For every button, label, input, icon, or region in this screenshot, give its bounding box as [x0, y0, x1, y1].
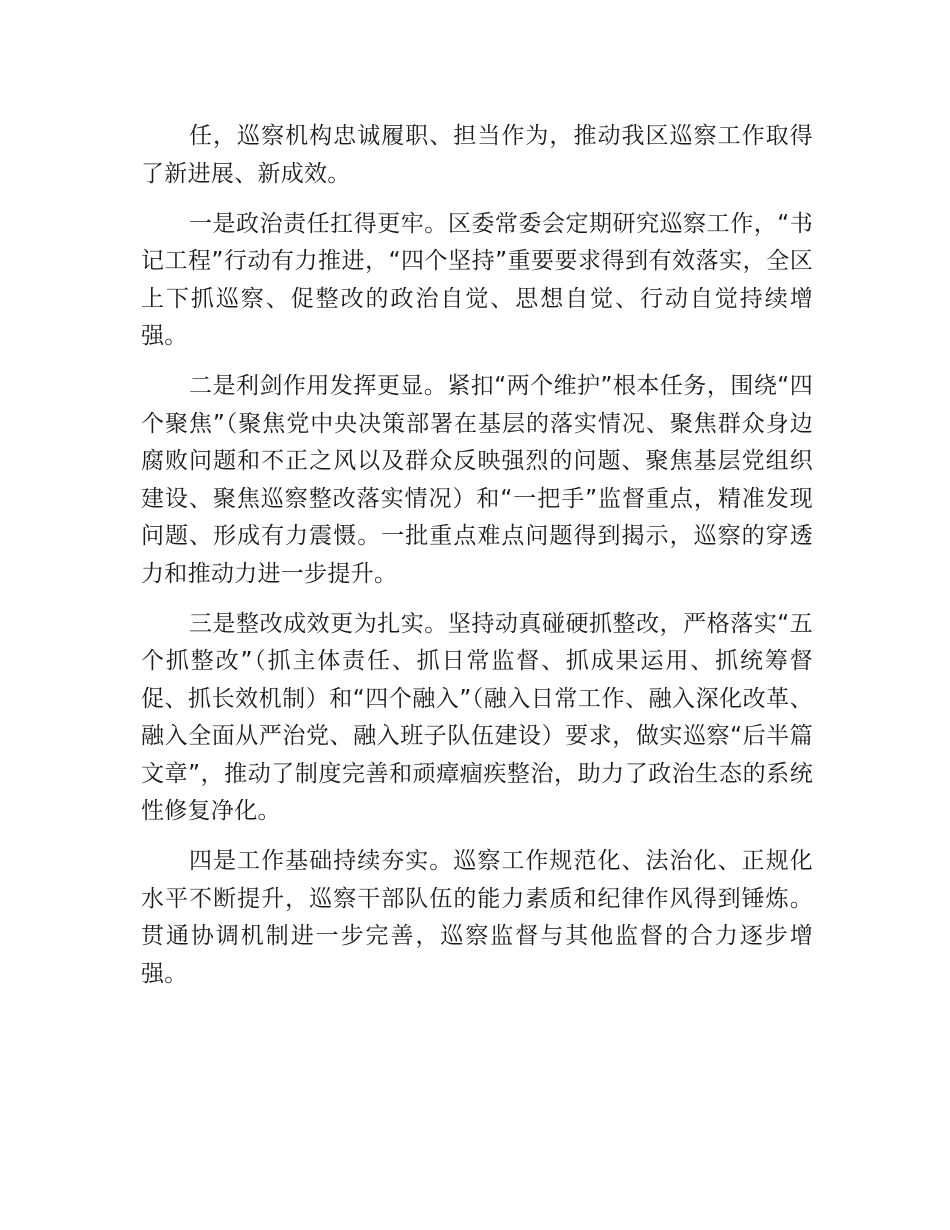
- document-body: [141, 118, 813, 1006]
- paragraph-continued: 任，巡察机构忠诚履职、担当作为，推动我区巡察工作取得了新进展、新成效。: [141, 123, 813, 187]
- paragraph-sword-role: 二是利剑作用发挥更显。紧扣“两个维护”根本任务，围绕“四个聚焦”（聚焦党中央决策部署在基层的落实情况、聚焦群众身边腐败问题和不正之风以及群众反映强烈的问题、聚焦基层党组织建设、聚焦巡察整改落实情况）和“一把手”监督重点，精准发现问题、形成有力震慑。一批重点难点问题得到揭示，巡察的穿透力和推动力进一步提升。: [141, 373, 813, 587]
- paragraph-rectification: 三是整改成效更为扎实。坚持动真碰硬抓整改，严格落实“五个抓整改”（抓主体责任、抓日常监督、抓成果运用、抓统筹督促、抓长效机制）和“四个融入”（融入日常工作、融入深化改革、融入全面从严治党、融入班子队伍建设）要求，做实巡察“后半篇文章”，推动了制度完善和顽瘴痼疾整治，助力了政治生态的系统性修复净化。: [141, 610, 813, 824]
- paragraph-work-foundation: 四是工作基础持续夯实。巡察工作规范化、法治化、正规化水平不断提升，巡察干部队伍的能力素质和纪律作风得到锤炼。贯通协调机制进一步完善，巡察监督与其他监督的合力逐步增强。: [141, 848, 813, 987]
- paragraph-political-responsibility: 一是政治责任扛得更牢。区委常委会定期研究巡察工作，“书记工程”行动有力推进，“四个坚持”重要要求得到有效落实，全区上下抓巡察、促整改的政治自觉、思想自觉、行动自觉持续增强。: [141, 210, 813, 349]
